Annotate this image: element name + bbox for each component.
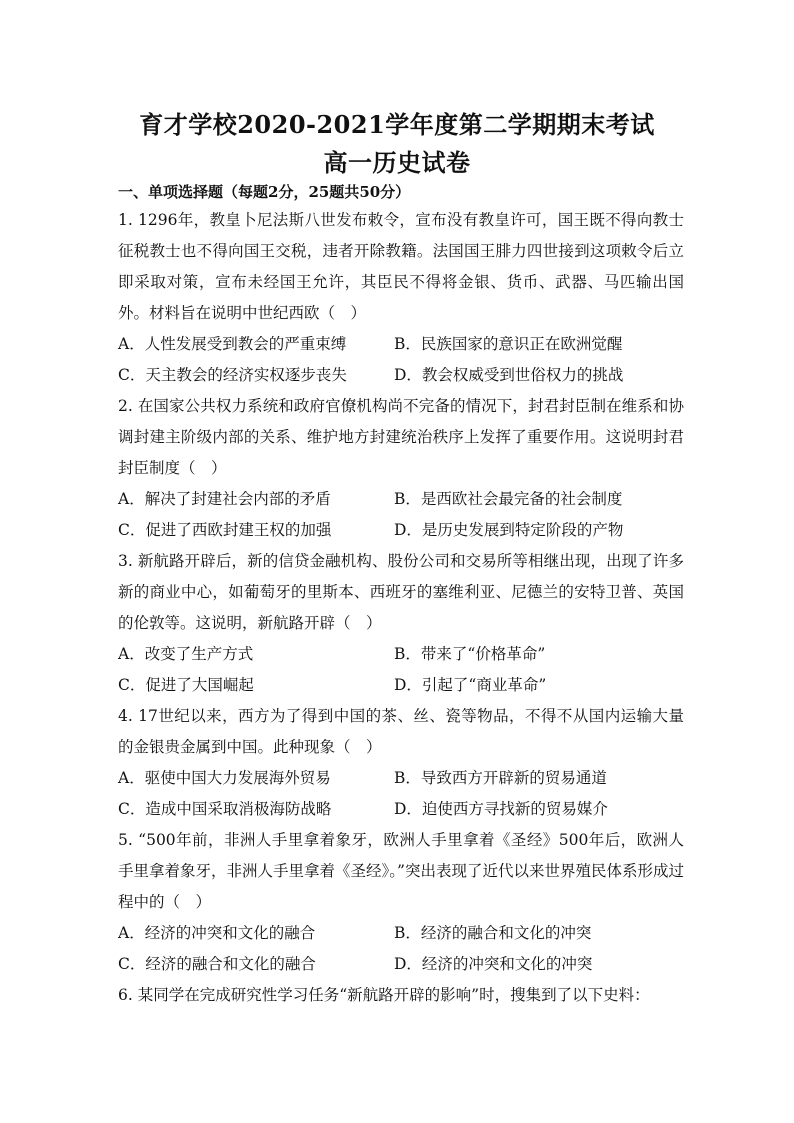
option-c: C．天主教会的经济实权逐步丧失 xyxy=(118,366,347,384)
option-a: A．解决了封建社会内部的矛盾 xyxy=(118,490,331,508)
question-stem: 5. “500年前，非洲人手里拿着象牙，欧洲人手里拿着《圣经》500年后，欧洲人手里拿着象牙，非洲人手里拿着《圣经》。”突出表现了近代以来世界殖民体系形成过程中的（ ） xyxy=(118,831,684,911)
option-d: D．引起了“商业革命” xyxy=(394,676,547,694)
option-row xyxy=(118,484,684,515)
question-3 xyxy=(118,546,684,701)
option-b: B．导致西方开辟新的贸易通道 xyxy=(394,769,607,787)
question-stem: 4. 17世纪以来，西方为了得到中国的茶、丝、瓷等物品，不得不从国内运输大量的金银贵金属到中国。此种现象（ ） xyxy=(118,707,684,756)
section-heading: 一、单项选择题（每题2分，25题共50分） xyxy=(118,183,411,201)
option-b: B．是西欧社会最完备的社会制度 xyxy=(394,490,623,508)
question-stem: 1. 1296年，教皇卜尼法斯八世发布敕令，宣布没有教皇许可，国王既不得向教士征税教士也不得向国王交税，违者开除教籍。法国国王腓力四世接到这项敕令后立即采取对策，宣布未经国王允许，其臣民不得将金银、货币、武器、马匹输出国外。材料旨在说明中世纪西欧（ ） xyxy=(118,211,684,322)
option-row xyxy=(118,670,684,701)
option-c: C．造成中国采取消极海防战略 xyxy=(118,800,332,818)
option-d: D．迫使西方寻找新的贸易媒介 xyxy=(394,800,608,818)
question-stem: 6. 某同学在完成研究性学习任务“新航路开辟的影响”时，搜集到了以下史料： xyxy=(118,986,650,1004)
option-row xyxy=(118,639,684,670)
option-row xyxy=(118,329,684,360)
option-d: D．经济的冲突和文化的冲突 xyxy=(394,955,593,973)
option-b: B．带来了“价格革命” xyxy=(394,645,546,663)
question-6 xyxy=(118,980,684,1011)
option-row xyxy=(118,360,684,391)
exam-title: 育才学校2020-2021学年度第二学期期末考试 xyxy=(139,110,655,139)
option-d: D．是历史发展到特定阶段的产物 xyxy=(394,521,624,539)
option-row xyxy=(118,515,684,546)
option-c: C．经济的融合和文化的融合 xyxy=(118,955,316,973)
option-row xyxy=(118,794,684,825)
option-b: B．民族国家的意识正在欧洲觉醒 xyxy=(394,335,623,353)
question-4 xyxy=(118,701,684,825)
option-a: A．经济的冲突和文化的融合 xyxy=(118,924,316,942)
option-a: A．改变了生产方式 xyxy=(118,645,254,663)
option-a: A．驱使中国大力发展海外贸易 xyxy=(118,769,331,787)
option-row xyxy=(118,949,684,980)
question-stem: 3. 新航路开辟后，新的信贷金融机构、股份公司和交易所等相继出现，出现了许多新的商业中心，如葡萄牙的里斯本、西班牙的塞维利亚、尼德兰的安特卫普、英国的伦敦等。这说明，新航路开辟（ ） xyxy=(118,552,684,632)
option-a: A．人性发展受到教会的严重束缚 xyxy=(118,335,347,353)
question-stem: 2. 在国家公共权力系统和政府官僚机构尚不完备的情况下，封君封臣制在维系和协调封建主阶级内部的关系、维护地方封建统治秩序上发挥了重要作用。这说明封君封臣制度（ ） xyxy=(118,397,684,477)
option-row xyxy=(118,918,684,949)
question-5 xyxy=(118,825,684,980)
exam-subtitle: 高一历史试卷 xyxy=(323,148,471,177)
option-row xyxy=(118,763,684,794)
option-b: B．经济的融合和文化的冲突 xyxy=(394,924,592,942)
option-c: C．促进了西欧封建王权的加强 xyxy=(118,521,332,539)
option-d: D．教会权威受到世俗权力的挑战 xyxy=(394,366,624,384)
question-list xyxy=(118,205,684,1011)
question-1 xyxy=(118,205,684,391)
question-2 xyxy=(118,391,684,546)
option-c: C．促进了大国崛起 xyxy=(118,676,254,694)
